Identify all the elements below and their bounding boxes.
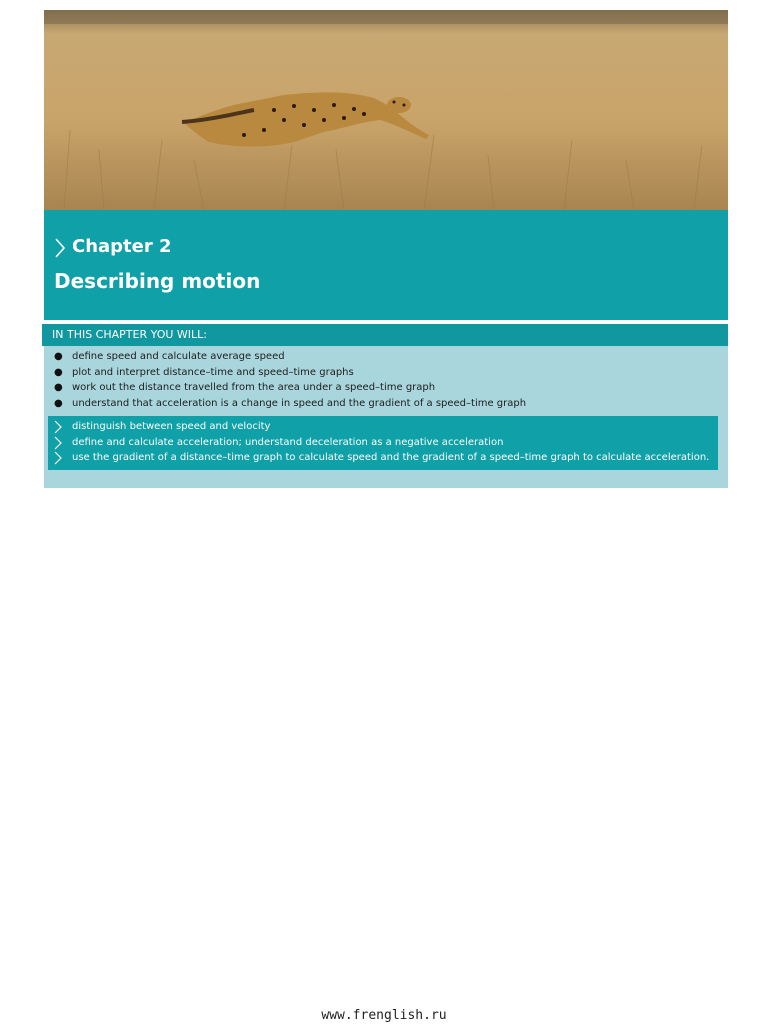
extended-objectives-list	[48, 419, 709, 466]
chapter-title: Describing motion	[54, 269, 261, 293]
chevron-right-icon	[54, 238, 66, 258]
bullet-icon: ●	[54, 397, 63, 409]
list-item: distinguish between speed and velocity	[48, 419, 709, 435]
list-item: use the gradient of a distance–time graph to calculate speed and the gradient of a speed–time graph to calculate acceleration.	[48, 450, 709, 466]
chapter-objectives	[44, 324, 728, 488]
chevron-right-icon	[54, 420, 62, 434]
list-item: define and calculate acceleration; understand deceleration as a negative acceleration	[48, 435, 709, 451]
list-item: ● understand that acceleration is a change in speed and the gradient of a speed–time graph	[44, 396, 526, 412]
chevron-right-icon	[54, 436, 62, 450]
cheetah-photo	[44, 10, 728, 210]
extended-objectives-box	[48, 416, 718, 470]
bullet-icon: ●	[54, 382, 63, 393]
objectives-header: IN THIS CHAPTER YOU WILL:	[42, 324, 728, 346]
chevron-right-icon	[54, 451, 62, 465]
list-item: ● work out the distance travelled from the area under a speed–time graph	[44, 380, 526, 396]
bullet-icon: ●	[54, 366, 63, 378]
list-item: ● define speed and calculate average speed	[44, 349, 526, 365]
bullet-icon: ●	[54, 351, 63, 362]
footer-url: www.frenglish.ru	[321, 1008, 447, 1023]
chapter-number: Chapter 2	[72, 236, 172, 257]
chapter-banner	[44, 210, 728, 320]
list-item: ● plot and interpret distance–time and speed–time graphs	[44, 365, 526, 381]
core-objectives-list	[44, 349, 526, 411]
